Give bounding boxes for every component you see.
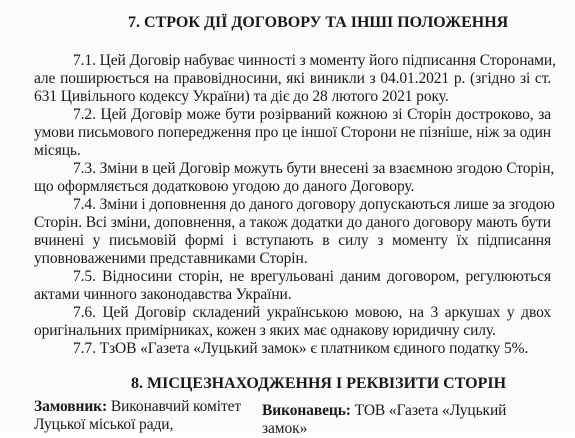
contractor-line-1 bbox=[262, 402, 506, 420]
section-7-line-15: 7.6. Цей Договір складений українською мовою, на 3 аркушах у двох bbox=[73, 304, 551, 321]
section-8-title: 8. МІСЦЕЗНАХОДЖЕННЯ І РЕКВІЗИТИ СТОРІН bbox=[131, 375, 507, 392]
section-7-line-11: вчинені у письмовій формі і вступають в силу з моменту їх підписання bbox=[34, 232, 551, 249]
section-7-line-14: актами чинного законодавства України. bbox=[34, 286, 292, 303]
customer-label: Замовник: bbox=[34, 398, 108, 415]
customer-line-2: Луцької міської ради, bbox=[34, 416, 174, 433]
section-7-line-1: 7.1. Цей Договір набуває чинності з моменту його підписання Сторонами, bbox=[73, 52, 556, 69]
section-7-line-4: 7.2. Цей Договір може бути розірваний кожною зі Сторін достроково, за bbox=[73, 106, 551, 123]
contractor-label: Виконавець: bbox=[262, 402, 351, 419]
section-7-line-8: що оформляється додатковою угодою до даного Договору. bbox=[34, 178, 415, 195]
section-7-line-13: 7.5. Відносини сторін, не врегульовані даним договором, регулюються bbox=[73, 268, 551, 285]
section-7-line-10: Сторін. Всі зміни, доповнення, а також додатки до даного договору мають бути bbox=[34, 214, 551, 231]
section-7-line-17: 7.7. ТзОВ «Газета «Луцький замок» є платником єдиного податку 5%. bbox=[73, 340, 529, 357]
customer-name-part-1: Виконавчий комітет bbox=[107, 398, 242, 415]
contractor-name-part-1: ТОВ «Газета «Луцький bbox=[350, 402, 507, 419]
section-7-line-12: уповноваженими представниками Сторін. bbox=[34, 250, 308, 267]
customer-line-1 bbox=[34, 398, 241, 416]
section-7-line-5: умови письмового попередження про це іншої Сторони не пізніше, ніж за один bbox=[34, 124, 551, 141]
section-7-line-7: 7.3. Зміни в цей Договір можуть бути внесені за взаємною згодою Сторін, bbox=[73, 160, 555, 177]
section-7-line-2: але поширюється на правовідносини, які виникли з 04.01.2021 р. (згідно зі ст. bbox=[34, 70, 551, 87]
contractor-line-2: замок» bbox=[262, 420, 308, 437]
section-7-line-16: оригінальних примірниках, кожен з яких має однакову юридичну силу. bbox=[34, 322, 496, 339]
section-7-line-3: 631 Цивільного кодексу України) та діє до 28 лютого 2021 року. bbox=[34, 88, 449, 105]
section-7-line-6: місяць. bbox=[34, 142, 81, 159]
section-7-title: 7. СТРОК ДІЇ ДОГОВОРУ ТА ІНШІ ПОЛОЖЕННЯ bbox=[128, 14, 509, 31]
section-7-line-9: 7.4. Зміни і доповнення до даного договору допускаються лише за згодою bbox=[73, 196, 555, 213]
